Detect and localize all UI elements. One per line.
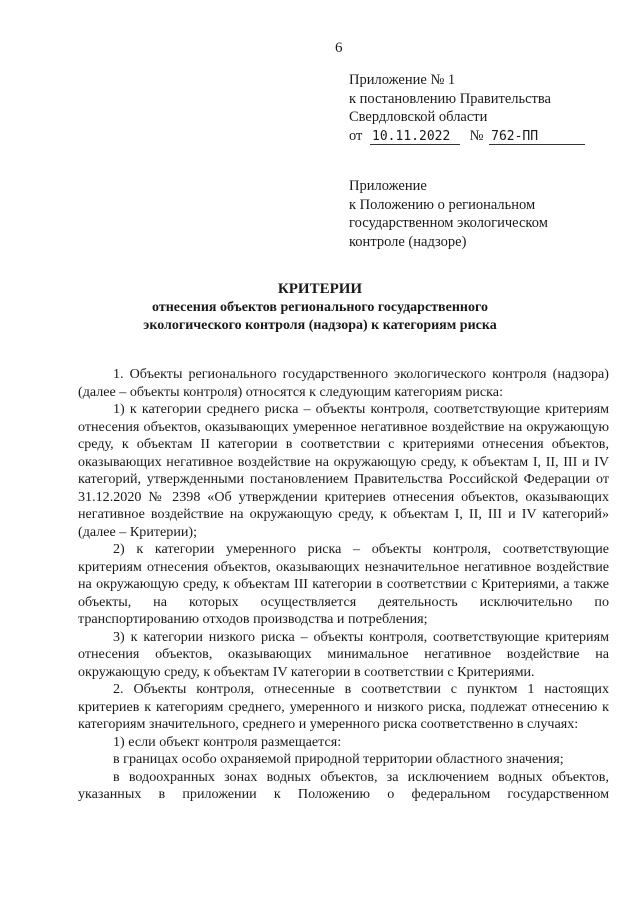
paragraph-1-3: 3) к категории низкого риска – объекты контроля, соответствующие критериям отнесения объектов, оказывающих минимальное негативное воздействие на окружающую среду, к объектам IV категории в соответствии с Критериями.	[78, 628, 609, 680]
paragraph-2-1-a: в границах особо охраняемой природной территории областного значения;	[113, 751, 564, 767]
paragraph-2-1: 1) если объект контроля размещается:	[113, 733, 342, 750]
subtitle-line-2: экологического контроля (надзора) к категориям риска	[143, 317, 497, 333]
date-prefix: от	[349, 127, 363, 144]
document-subtitle	[0, 299, 640, 334]
appendix-2-header	[349, 177, 548, 251]
subtitle-line-1: отнесения объектов регионального государственного	[152, 300, 488, 315]
document-title: КРИТЕРИИ	[277, 281, 363, 297]
appendix-1-line2: к постановлению Правительства	[349, 90, 551, 107]
appendix-2-line1: Приложение	[349, 178, 427, 194]
appendix-2-line2: к Положению о региональном	[349, 196, 536, 213]
appendix-2-line3: государственном экологическом	[349, 215, 548, 231]
appendix-2-line4: контроле (надзоре)	[349, 233, 467, 250]
paragraph-1-1: 1) к категории среднего риска – объекты контроля, соответствующие критериям отнесения объектов, оказывающих умеренное негативное воздействие на окружающую среду, к объектам II категории в соответствии с критериями отнесения объектов, оказывающих негативное воздействие на окружающую среду, к объектам I, II, III и IV категорий, утвержденными постановлением Правительства Российской Федерации от 31.12.2020 № 2398 «Об утверждении критериев отнесения объектов, оказывающих негативное воздействие на окружающую среду, к объектам I, II, III и IV категорий» (далее – Критерии);	[78, 401, 609, 540]
document-body	[78, 366, 609, 804]
appendix-1-date-line	[349, 127, 585, 146]
resolution-number: 762-ПП	[489, 130, 585, 145]
paragraph-2-1-b: в водоохранных зонах водных объектов, за исключением водных объектов, указанных в приложении к Положению о федеральном государственном	[78, 768, 609, 802]
resolution-date: 10.11.2022	[370, 130, 460, 145]
appendix-1-header	[349, 71, 585, 145]
page-number: 6	[335, 40, 343, 56]
paragraph-1-2: 2) к категории умеренного риска – объекты контроля, соответствующие критериям отнесения объектов, оказывающих незначительное негативное воздействие на окружающую среду, к объектам III категории в соответствии с Критериями, а также объекты, на которых осуществляется деятельность исключительно по транспортированию отходов производства и потребления;	[78, 541, 609, 627]
paragraph-2: 2. Объекты контроля, отнесенные в соответствии с пунктом 1 настоящих критериев к категориям среднего, умеренного и низкого риска, подлежат отнесению к категориям значительного, среднего и умеренного риска соответственно в случаях:	[78, 681, 609, 732]
appendix-1-line1: Приложение № 1	[349, 72, 456, 88]
number-prefix: №	[469, 127, 484, 144]
appendix-1-line3: Свердловской области	[349, 109, 488, 125]
paragraph-1: 1. Объекты регионального государственного экологического контроля (надзора) (далее – объекты контроля) относятся к следующим категориям риска:	[78, 366, 609, 400]
